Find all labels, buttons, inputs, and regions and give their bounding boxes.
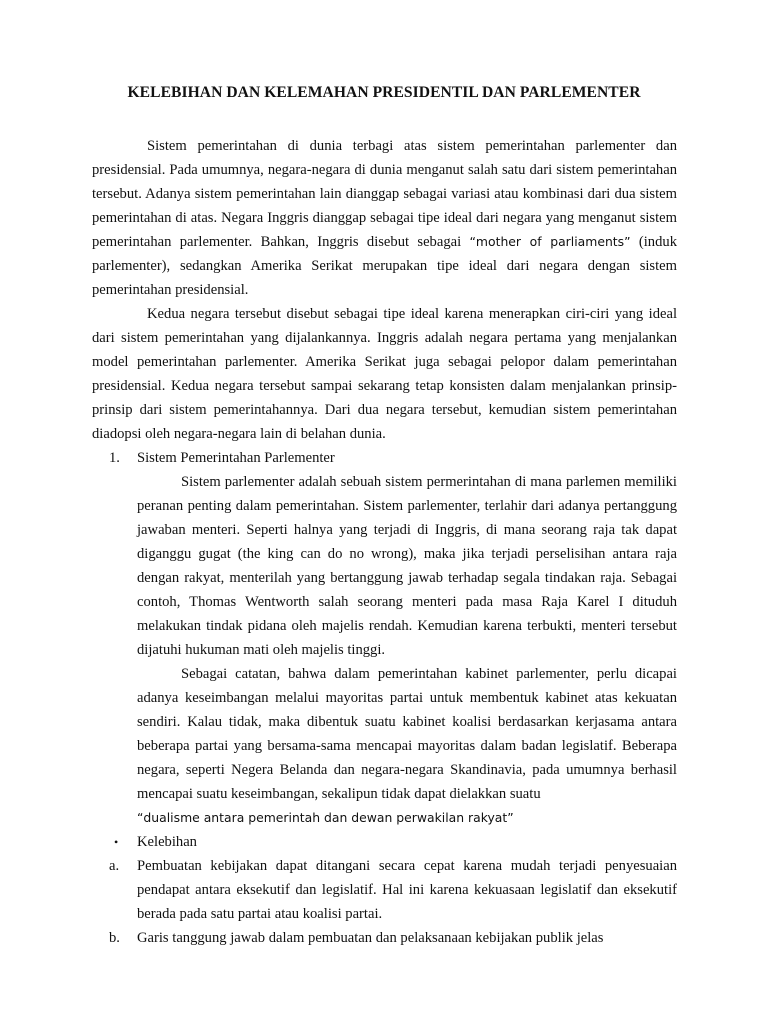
- section-paragraph-1: Sistem parlementer adalah sebuah sistem permerintahan di mana parlemen memiliki peranan penting dalam pemerintahan. Sistem parlementer, terlahir dari adanya pertanggung jawaban menteri. Seperti halnya yang terjadi di Inggris, di mana seorang raja tak dapat diganggu gugat (the king can do no wrong), maka jika terjadi perselisihan antara raja dengan rakyat, menterilah yang bertanggung jawab terhadap segala tindakan raja. Sebagai contoh, Thomas Wentworth salah seorang menteri pada masa Raja Karel I dituduh melakukan tindak pidana oleh majelis rendah. Kemudian karena terbukti, menteri tersebut dijatuhi hukuman mati oleh majelis tinggi.: [137, 474, 677, 658]
- intro-text-end: (induk parlementer), sedangkan Amerika Serikat merupakan tipe ideal dari negara dengan sistem pemerintahan presidensial.: [92, 234, 677, 298]
- list-item-marker: b.: [109, 930, 120, 946]
- bullet-label: Kelebihan: [137, 834, 197, 850]
- list-item-text: Pembuatan kebijakan dapat ditangani secara cepat karena mudah terjadi penyesuaian pendapat antara eksekutif dan legislatif. Hal ini karena kekuasaan legislatif dan eksekutif berada pada satu partai atau koalisi partai.: [137, 858, 677, 922]
- intro-text-start: Sistem pemerintahan di dunia terbagi atas sistem pemerintahan parlementer dan presidensial. Pada umumnya, negara-negara di dunia menganut salah satu dari sistem pemerintahan tersebut. Adanya sistem pemerintahan lain dianggap sebagai variasi atau kombinasi dari dua sistem pemerintahan di atas. Negara Inggris dianggap sebagai tipe ideal dari negara yang menganut sistem pemerintahan parlementer. Bahkan, Inggris disebut sebagai: [92, 138, 677, 250]
- bullet-marker: •: [114, 835, 119, 849]
- list-item-text: Garis tanggung jawab dalam pembuatan dan pelaksanaan kebijakan publik jelas: [137, 930, 604, 946]
- section-number: 1.: [109, 450, 120, 466]
- second-paragraph: Kedua negara tersebut disebut sebagai tipe ideal karena menerapkan ciri-ciri yang ideal dari sistem pemerintahan yang dijalankannya. Inggris adalah negara pertama yang menjalankan model pemerintahan parlementer. Amerika Serikat juga sebagai pelopor dalam pemerintahan presidensial. Kedua negara tersebut sampai sekarang tetap konsisten dalam menjalankan prinsip-prinsip dari sistem pemerintahannya. Dari dua negara tersebut, kemudian sistem pemerintahan diadopsi oleh negara-negara lain di belahan dunia.: [92, 306, 677, 442]
- document-title: KELEBIHAN DAN KELEMAHAN PRESIDENTIL DAN PARLEMENTER: [127, 84, 641, 101]
- list-item-marker: a.: [109, 858, 120, 874]
- section-content: [137, 470, 677, 830]
- section-paragraph-2: [137, 662, 677, 830]
- section-paragraph-2-text: Sebagai catatan, bahwa dalam pemerintahan kabinet parlementer, perlu dicapai adanya keseimbangan melalui mayoritas partai untuk membentuk kabinet atas kekuatan sendiri. Kalau tidak, maka dibentuk suatu kabinet koalisi berdasarkan kerjasama antara beberapa partai yang bersama-sama mencapai mayoritas dalam badan legislatif. Beberapa negara, seperti Negera Belanda dan negara-negara Skandinavia, pada umumnya berhasil mencapai suatu keseimbangan, sekalipun tidak dapat dielakkan suatu: [137, 666, 677, 802]
- section-paragraph-2-quote: “dualisme antara pemerintah dan dewan perwakilan rakyat”: [137, 810, 514, 825]
- section-heading: [92, 446, 677, 470]
- intro-paragraph: [92, 134, 677, 302]
- list-item: [92, 926, 677, 950]
- intro-quote: “mother of parliaments”: [469, 234, 631, 249]
- section-heading-text: Sistem Pemerintahan Parlementer: [137, 450, 335, 466]
- list-item: [92, 854, 677, 926]
- bullet-item: [92, 830, 677, 854]
- document-body: [92, 134, 677, 950]
